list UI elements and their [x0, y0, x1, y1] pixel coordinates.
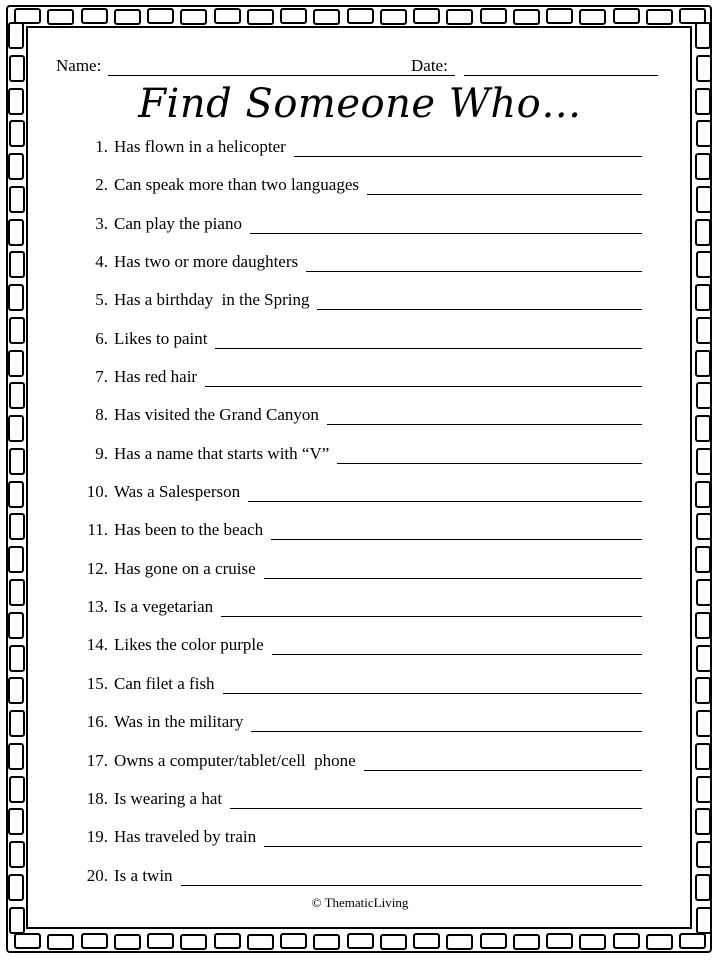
question-number: 8. [95, 405, 108, 425]
question-number: 16. [86, 712, 108, 732]
question-line [114, 248, 642, 276]
border-tile [313, 9, 340, 25]
answer-blank[interactable] [248, 501, 642, 502]
answer-blank[interactable] [294, 156, 642, 157]
answer-blank[interactable] [271, 539, 642, 540]
question-text: Has been to the beach [114, 520, 264, 540]
question-number: 2. [95, 175, 108, 195]
answer-blank[interactable] [205, 386, 642, 387]
question-row [0, 248, 720, 286]
question-text: Has flown in a helicopter [114, 137, 286, 156]
border-tile [646, 934, 673, 950]
question-text: Has a birthday in the Spring [114, 290, 310, 310]
question-number: 10. [86, 482, 108, 502]
question-row [0, 440, 720, 478]
question-number: 19. [86, 827, 108, 847]
border-tile [546, 933, 573, 949]
date-label: Date: [411, 56, 448, 75]
question-row [0, 478, 720, 516]
question-list [0, 133, 720, 900]
border-tile [446, 934, 473, 950]
question-text: Is wearing a hat [114, 788, 223, 808]
border-tile [9, 55, 25, 82]
question-line [114, 325, 642, 353]
question-line [114, 440, 642, 468]
question-number: 5. [95, 290, 108, 310]
border-tile [579, 9, 606, 25]
question-line [114, 516, 642, 544]
border-tile [696, 55, 712, 82]
border-tile [695, 22, 711, 49]
question-text: Can play the piano [114, 213, 242, 233]
question-line [114, 785, 642, 813]
border-tile [180, 9, 207, 25]
question-row [0, 516, 720, 554]
border-tile [214, 933, 241, 949]
question-number: 13. [86, 597, 108, 617]
question-line [114, 823, 642, 851]
border-tile [114, 934, 141, 950]
answer-blank[interactable] [264, 846, 642, 847]
answer-blank[interactable] [364, 770, 642, 771]
answer-blank[interactable] [250, 233, 642, 234]
question-text: Owns a computer/tablet/cell phone [114, 750, 356, 770]
question-number: 4. [95, 252, 108, 272]
border-tile [513, 934, 540, 950]
answer-blank[interactable] [264, 578, 642, 579]
border-tile [646, 9, 673, 25]
question-number: 15. [86, 673, 108, 693]
question-text: Can filet a fish [114, 673, 215, 693]
question-text: Has red hair [114, 367, 198, 387]
date-blank[interactable] [464, 75, 658, 76]
answer-blank[interactable] [181, 885, 642, 886]
border-tile [313, 934, 340, 950]
question-row [0, 593, 720, 631]
border-tile [247, 934, 274, 950]
border-tile [147, 933, 174, 949]
border-tile [114, 9, 141, 25]
question-line [114, 708, 642, 736]
border-tile [380, 9, 407, 25]
answer-blank[interactable] [251, 731, 642, 732]
border-tile [81, 933, 108, 949]
question-number: 20. [86, 865, 108, 885]
border-tile [47, 9, 74, 25]
question-row [0, 171, 720, 209]
answer-blank[interactable] [223, 693, 642, 694]
answer-blank[interactable] [215, 348, 642, 349]
border-tile [14, 933, 41, 949]
question-text: Can speak more than two languages [114, 175, 360, 195]
border-tiles-top [14, 9, 706, 25]
question-text: Is a twin [114, 865, 173, 885]
question-number: 1. [95, 137, 108, 156]
question-row [0, 555, 720, 593]
border-tile [8, 22, 24, 49]
answer-blank[interactable] [317, 309, 642, 310]
answer-blank[interactable] [230, 808, 642, 809]
border-tiles-bottom [14, 933, 706, 949]
page-title: Find Someone Who… [138, 81, 582, 127]
border-tile [47, 934, 74, 950]
question-number: 7. [95, 367, 108, 387]
question-line [114, 133, 642, 161]
question-number: 3. [95, 213, 108, 233]
border-tile [247, 9, 274, 25]
question-line [114, 862, 642, 890]
question-row [0, 286, 720, 324]
border-tile [280, 933, 307, 949]
border-tile [413, 933, 440, 949]
question-row [0, 747, 720, 785]
answer-blank[interactable] [272, 654, 642, 655]
question-text: Has a name that starts with “V” [114, 443, 330, 463]
name-date-line [56, 54, 660, 78]
question-line [114, 670, 642, 698]
border-tile [679, 933, 706, 949]
border-tile [280, 8, 307, 24]
answer-blank[interactable] [327, 424, 642, 425]
question-number: 6. [95, 328, 108, 348]
border-tile [546, 8, 573, 24]
question-number: 18. [86, 788, 108, 808]
border-tile [695, 88, 711, 115]
question-row [0, 325, 720, 363]
question-number: 17. [86, 750, 108, 770]
question-line [114, 593, 642, 621]
border-tile [81, 8, 108, 24]
name-label: Name: [56, 56, 102, 75]
question-text: Has visited the Grand Canyon [114, 405, 319, 425]
answer-blank[interactable] [367, 194, 642, 195]
question-text: Likes to paint [114, 328, 208, 348]
answer-blank[interactable] [337, 463, 642, 464]
border-tile [480, 933, 507, 949]
question-row [0, 823, 720, 861]
question-text: Was in the military [114, 712, 244, 732]
border-tile [147, 8, 174, 24]
question-line [114, 478, 642, 506]
question-number: 14. [86, 635, 108, 655]
question-text: Was a Salesperson [114, 482, 241, 502]
question-line [114, 210, 642, 238]
question-text: Has two or more daughters [114, 252, 299, 272]
copyright-text: © ThematicLiving [311, 895, 409, 910]
question-row [0, 210, 720, 248]
question-text: Is a vegetarian [114, 597, 214, 617]
question-line [114, 631, 642, 659]
border-tile [613, 933, 640, 949]
question-line [114, 363, 642, 391]
name-blank[interactable] [108, 75, 455, 76]
border-tile [214, 8, 241, 24]
question-line [114, 747, 642, 775]
question-line [114, 171, 642, 199]
question-number: 9. [95, 443, 108, 463]
question-number: 12. [86, 558, 108, 578]
question-number: 11. [87, 520, 108, 540]
border-tile [613, 8, 640, 24]
answer-blank[interactable] [221, 616, 642, 617]
border-tile [380, 934, 407, 950]
border-tile [513, 9, 540, 25]
question-row [0, 631, 720, 669]
question-text: Has gone on a cruise [114, 558, 256, 578]
question-line [114, 286, 642, 314]
question-row [0, 401, 720, 439]
border-tile [413, 8, 440, 24]
border-tile [347, 933, 374, 949]
question-text: Has traveled by train [114, 827, 257, 847]
border-tile [480, 8, 507, 24]
border-tile [446, 9, 473, 25]
question-row [0, 363, 720, 401]
border-tile [180, 934, 207, 950]
question-row [0, 133, 720, 171]
question-row [0, 785, 720, 823]
answer-blank[interactable] [306, 271, 642, 272]
border-tile [347, 8, 374, 24]
question-text: Likes the color purple [114, 635, 264, 655]
question-row [0, 708, 720, 746]
question-row [0, 670, 720, 708]
border-tile [579, 934, 606, 950]
question-line [114, 401, 642, 429]
question-line [114, 555, 642, 583]
border-tile [8, 88, 24, 115]
